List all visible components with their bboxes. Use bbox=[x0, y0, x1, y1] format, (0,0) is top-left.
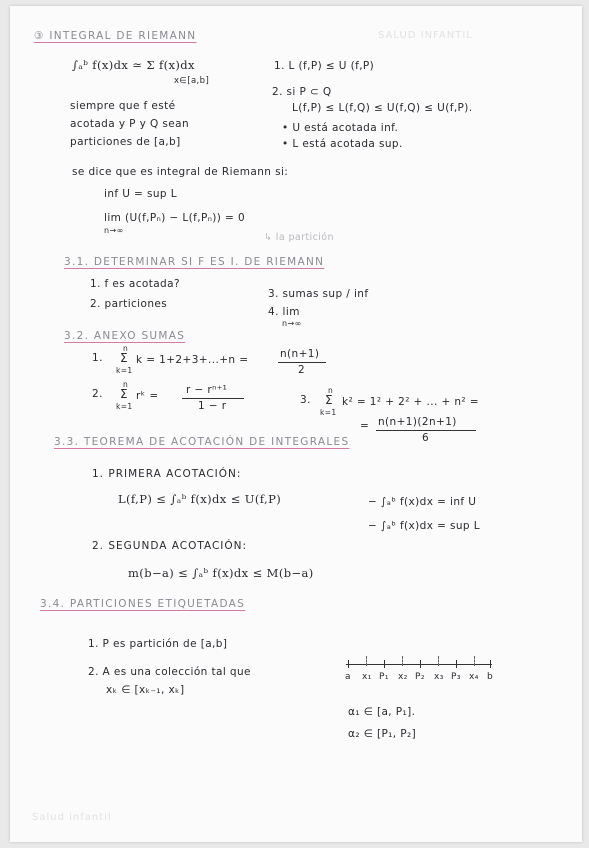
section-heading: 3.3. TEOREMA DE ACOTACIÓN DE INTEGRALES bbox=[54, 436, 350, 448]
sigma-lower: k=1 bbox=[116, 366, 133, 375]
subsection-title: 2. SEGUNDA ACOTACIÓN: bbox=[92, 540, 248, 552]
sum-expression: k = 1+2+3+...+n = bbox=[136, 354, 249, 366]
property-2-chain: L(f,P) ≤ L(f,Q) ≤ U(f,Q) ≤ U(f,P). bbox=[292, 102, 473, 114]
axis-tick-tag bbox=[366, 656, 368, 666]
sigma-symbol: Σ bbox=[325, 393, 333, 407]
sigma-lower: k=1 bbox=[116, 402, 133, 411]
axis-label: x₁ bbox=[362, 672, 372, 682]
section-heading: 3.2. ANEXO SUMAS bbox=[64, 330, 186, 342]
fraction-denominator: 2 bbox=[298, 364, 306, 376]
sigma-upper: n bbox=[123, 380, 129, 389]
fraction-bar bbox=[182, 398, 244, 399]
bullet-upper-bounded: • U está acotada inf. bbox=[282, 122, 399, 134]
axis-tick-tag bbox=[474, 656, 476, 666]
axis-label: x₄ bbox=[469, 672, 479, 682]
equals-sign: = bbox=[360, 420, 370, 432]
limit-subscript: n→∞ bbox=[104, 226, 124, 235]
subsection-title: 1. PRIMERA ACOTACIÓN: bbox=[92, 468, 242, 480]
fraction-numerator: r − rⁿ⁺¹ bbox=[186, 384, 228, 396]
section-heading: 3.1. DETERMINAR SI F ES I. DE RIEMANN bbox=[64, 256, 325, 268]
condition-line: acotada y P y Q sean bbox=[70, 118, 190, 130]
sigma-symbol: Σ bbox=[120, 351, 128, 365]
sum-subscript: x∈[a,b] bbox=[174, 76, 210, 86]
section-heading: ③ INTEGRAL DE RIEMANN bbox=[34, 30, 197, 42]
axis-label: P₂ bbox=[415, 672, 425, 682]
definition-intro: se dice que es integral de Riemann si: bbox=[72, 166, 289, 178]
sum-expression: rᵏ = bbox=[136, 390, 159, 402]
formula-number: 1. bbox=[92, 352, 103, 364]
axis-label: P₁ bbox=[379, 672, 389, 682]
formula-number: 3. bbox=[300, 394, 311, 406]
step-item: 1. f es acotada? bbox=[90, 278, 180, 290]
axis-tick-tag bbox=[402, 656, 404, 666]
definition-inf-sup: inf U = sup L bbox=[104, 188, 177, 200]
property-2: 2. si P ⊂ Q bbox=[272, 86, 332, 98]
limit-subscript: n→∞ bbox=[282, 319, 302, 328]
step-item: 4. lim bbox=[268, 306, 300, 318]
axis-label: x₂ bbox=[398, 672, 408, 682]
step-item: 2. particiones bbox=[90, 298, 168, 310]
formula-number: 2. bbox=[92, 388, 103, 400]
fraction-denominator: 1 − r bbox=[198, 400, 227, 412]
fraction-bar bbox=[376, 430, 476, 431]
second-bound-inequality: m(b−a) ≤ ∫ₐᵇ f(x)dx ≤ M(b−a) bbox=[128, 566, 314, 580]
property-1: 1. L (f,P) ≤ U (f,P) bbox=[274, 60, 375, 72]
section-heading: 3.4. PARTICIONES ETIQUETADAS bbox=[40, 598, 246, 610]
sigma-upper: n bbox=[123, 344, 129, 353]
fraction-bar bbox=[278, 362, 326, 363]
axis-label: x₃ bbox=[434, 672, 444, 682]
axis-tick bbox=[384, 660, 385, 668]
fraction-numerator: n(n+1) bbox=[280, 348, 320, 360]
sigma-symbol: Σ bbox=[120, 387, 128, 401]
bleed-through-text: SALUD INFANTIL bbox=[378, 30, 473, 41]
partition-item: xₖ ∈ [xₖ₋₁, xₖ] bbox=[106, 684, 185, 696]
axis-label: a bbox=[345, 672, 351, 682]
axis-tick bbox=[420, 660, 421, 668]
axis-tick bbox=[490, 660, 491, 668]
axis-tick-tag bbox=[438, 656, 440, 666]
definition-limit: lim (U(f,Pₙ) − L(f,Pₙ)) = 0 bbox=[104, 212, 246, 224]
first-bound-inequality: L(f,P) ≤ ∫ₐᵇ f(x)dx ≤ U(f,P) bbox=[118, 492, 282, 506]
axis-label: P₃ bbox=[451, 672, 461, 682]
tag-condition: α₁ ∈ [a, P₁]. bbox=[348, 706, 416, 718]
tag-condition: α₂ ∈ [P₁, P₂] bbox=[348, 728, 417, 740]
lower-integral: − ∫ₐᵇ f(x)dx = sup L bbox=[368, 520, 480, 532]
upper-integral: − ∫ₐᵇ f(x)dx = inf U bbox=[368, 496, 477, 508]
sigma-lower: k=1 bbox=[320, 408, 337, 417]
bullet-lower-bounded: • L está acotada sup. bbox=[282, 138, 403, 150]
condition-line: particiones de [a,b] bbox=[70, 136, 181, 148]
axis-tick bbox=[456, 660, 457, 668]
partition-item: 1. P es partición de [a,b] bbox=[88, 638, 228, 650]
sum-expression: k² = 1² + 2² + ... + n² = bbox=[342, 396, 479, 408]
bleed-through-text: Salud infantil bbox=[32, 812, 112, 823]
step-item: 3. sumas sup / inf bbox=[268, 288, 369, 300]
fraction-numerator: n(n+1)(2n+1) bbox=[378, 416, 457, 428]
axis-tick bbox=[348, 660, 349, 668]
fraction-denominator: 6 bbox=[422, 432, 430, 444]
partition-note: ↳ la partición bbox=[264, 232, 334, 243]
condition-line: siempre que f esté bbox=[70, 100, 176, 112]
sigma-upper: n bbox=[328, 386, 334, 395]
notebook-page bbox=[10, 6, 582, 842]
axis-label: b bbox=[487, 672, 494, 682]
riemann-sum-formula: ∫ₐᵇ f(x)dx ≃ Σ f(x)dx bbox=[72, 58, 195, 72]
partition-item: 2. A es una colección tal que bbox=[88, 666, 251, 678]
